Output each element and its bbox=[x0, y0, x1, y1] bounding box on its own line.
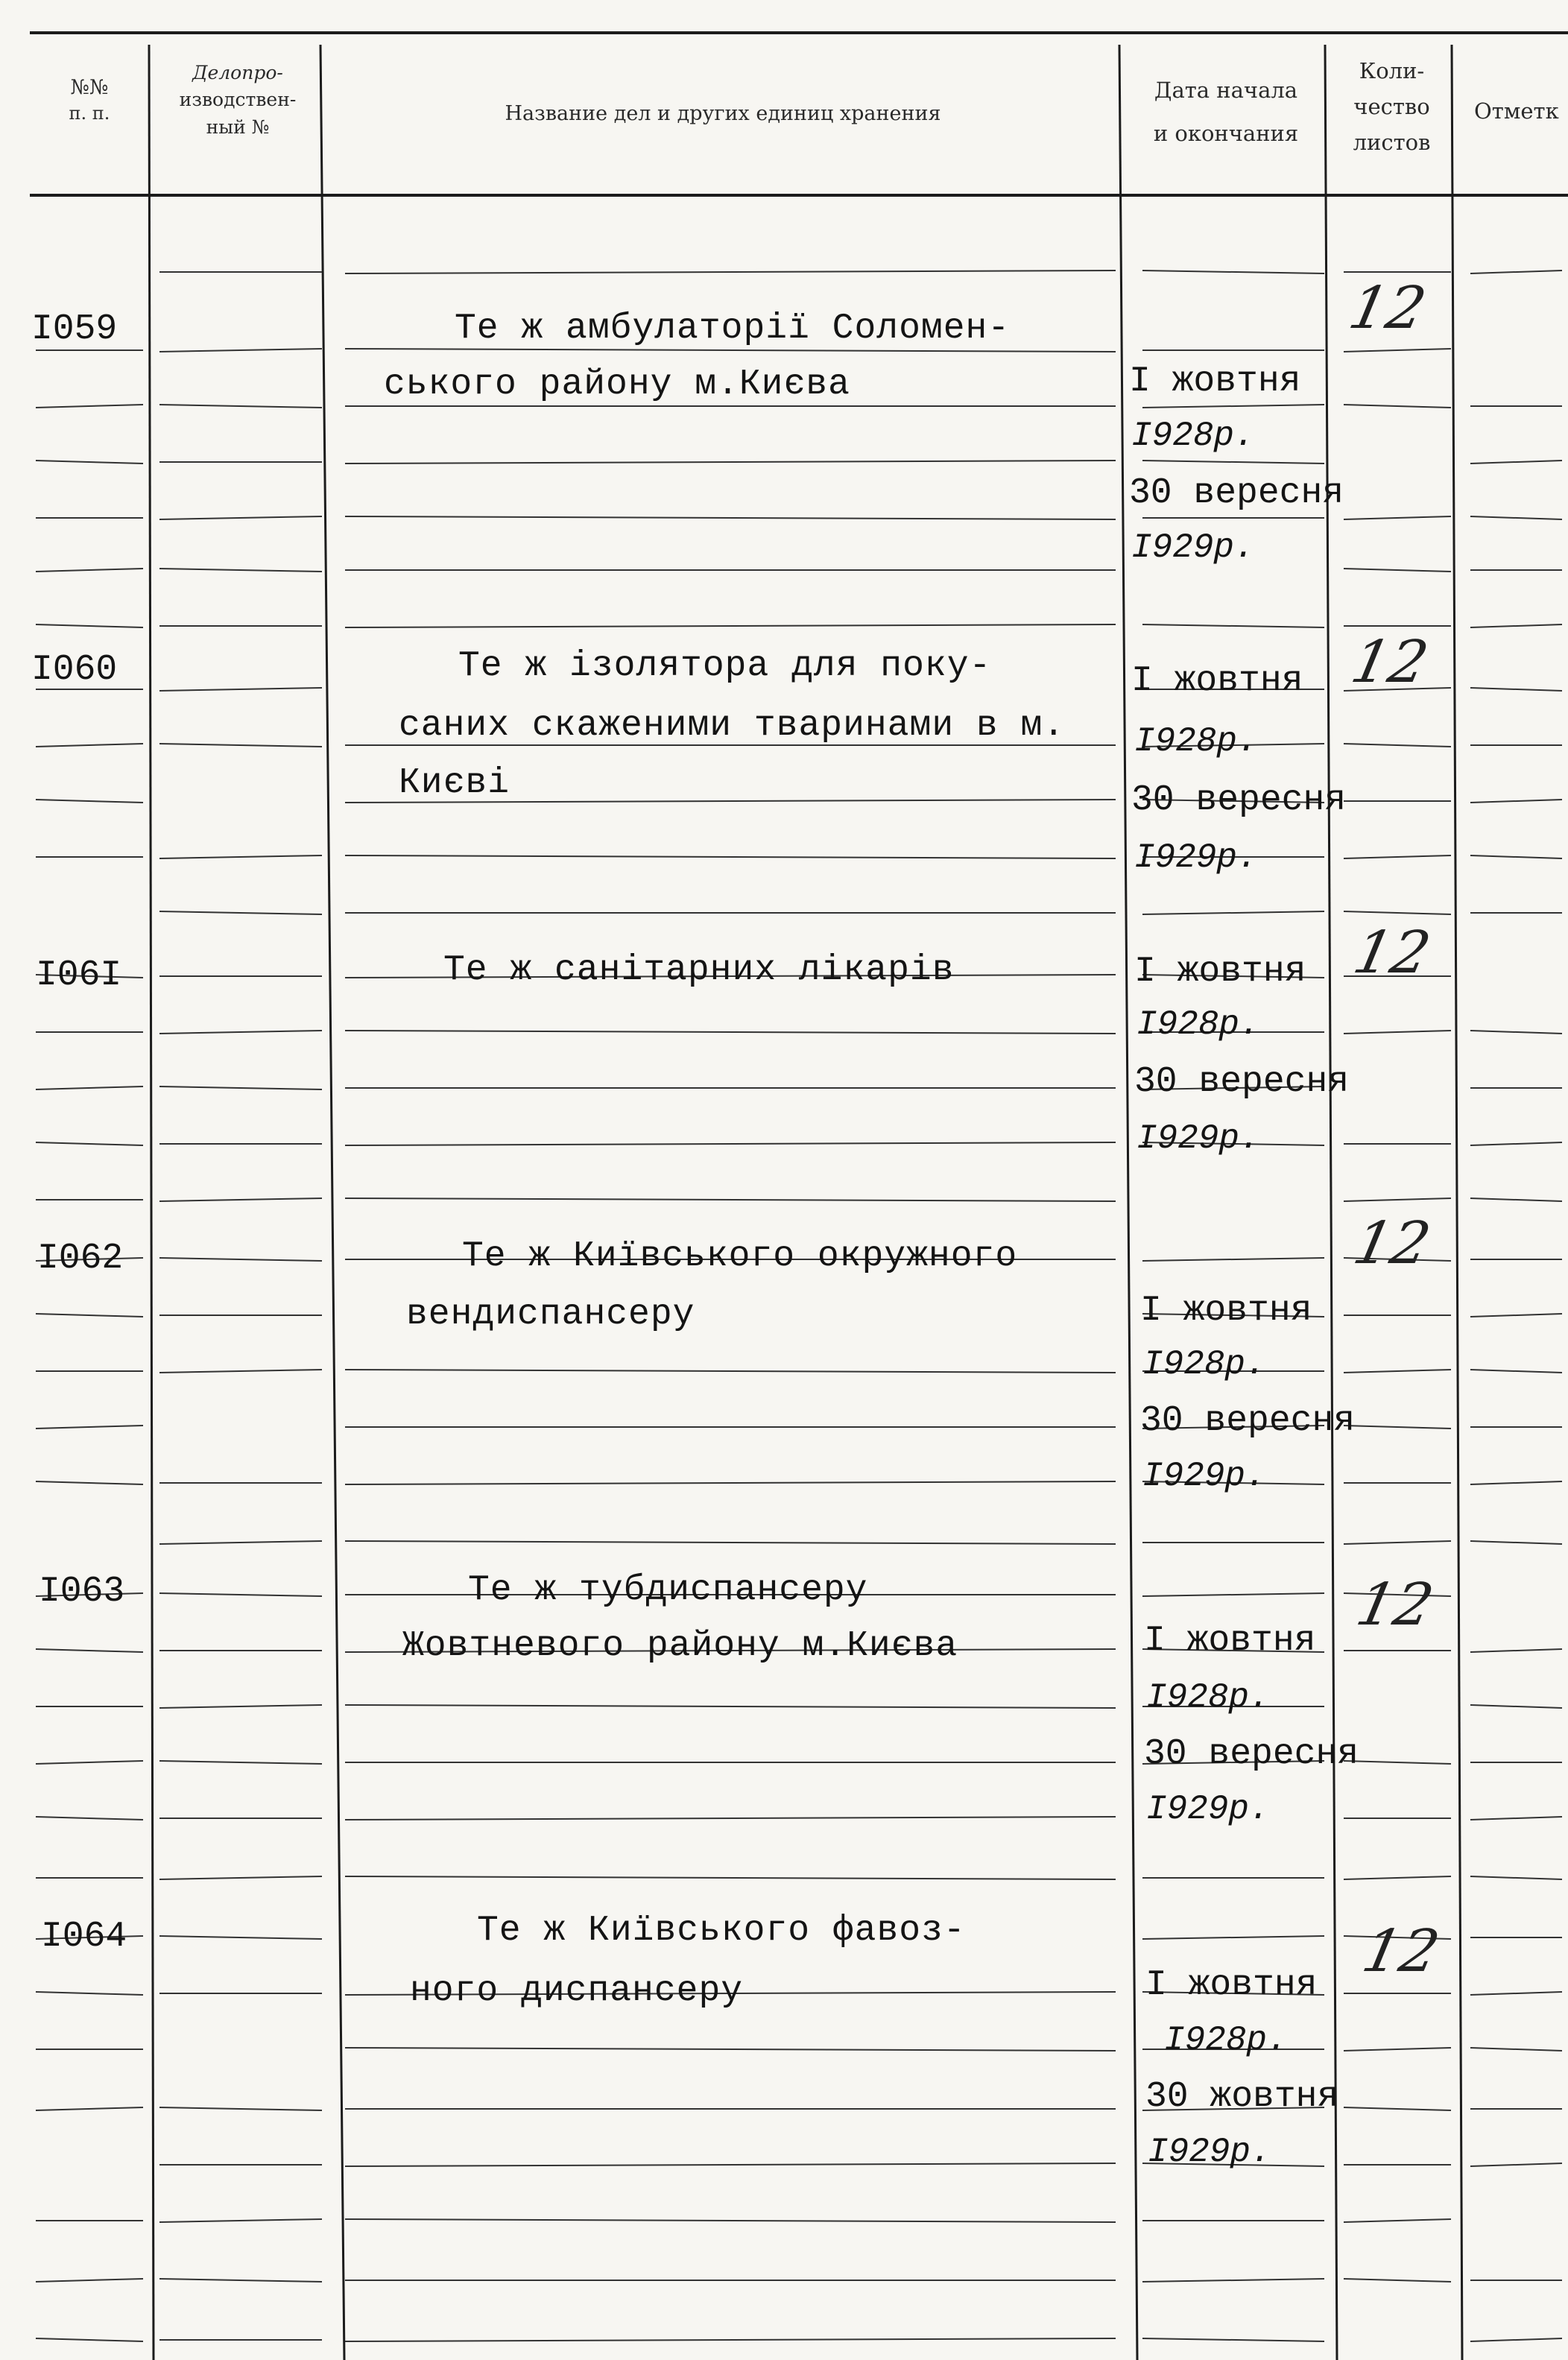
ruled-line bbox=[1142, 2338, 1324, 2341]
ruled-line bbox=[1470, 1992, 1562, 1995]
ruled-line bbox=[1470, 688, 1562, 691]
ruled-line bbox=[1470, 1142, 1562, 1145]
ruled-line bbox=[1142, 461, 1324, 464]
ruled-line bbox=[1470, 1876, 1562, 1879]
ruled-line bbox=[159, 2219, 322, 2222]
start-date: I жовтня bbox=[1131, 661, 1303, 701]
ruled-line bbox=[159, 1370, 322, 1373]
ruled-line bbox=[1470, 1031, 1562, 1034]
ruled-line bbox=[1344, 2048, 1451, 2051]
ruled-line bbox=[1142, 405, 1324, 408]
ruled-line bbox=[159, 1593, 322, 1596]
ruled-line bbox=[1344, 405, 1451, 408]
ruled-line bbox=[345, 516, 1116, 519]
end-year: I929р. bbox=[1134, 838, 1258, 877]
end-year: I929р. bbox=[1131, 528, 1255, 567]
start-year: I928р. bbox=[1164, 2021, 1288, 2060]
ruled-line bbox=[1470, 1481, 1562, 1484]
ruled-line bbox=[36, 1817, 143, 1820]
ruled-line bbox=[159, 1705, 322, 1708]
ruled-line bbox=[345, 1481, 1116, 1484]
ruled-line bbox=[36, 2279, 143, 2282]
start-year: I928р. bbox=[1142, 1345, 1266, 1384]
ruled-line bbox=[345, 1142, 1116, 1145]
end-year: I929р. bbox=[1148, 2133, 1271, 2171]
ruled-line bbox=[345, 2163, 1116, 2166]
ruled-line bbox=[1344, 1426, 1451, 1429]
ruled-line bbox=[1142, 1936, 1324, 1939]
ruled-line bbox=[159, 2279, 322, 2282]
ruled-line bbox=[1470, 800, 1562, 803]
entry-title-line: Києві bbox=[399, 763, 510, 803]
entry-title-line: Те ж Київського фавоз- bbox=[477, 1911, 966, 1951]
header-col-notes: Отметк bbox=[1474, 98, 1559, 124]
ruled-line bbox=[159, 2107, 322, 2110]
ruled-line bbox=[159, 1198, 322, 1201]
start-year: I928р. bbox=[1137, 1005, 1260, 1044]
ruled-line bbox=[1344, 349, 1451, 352]
ruled-line bbox=[36, 624, 143, 627]
ruled-line bbox=[345, 855, 1116, 858]
ruled-line bbox=[1344, 2219, 1451, 2222]
ruled-line bbox=[159, 1876, 322, 1879]
ruled-line bbox=[1344, 1031, 1451, 1034]
start-year: I928р. bbox=[1146, 1678, 1270, 1717]
entry-title-line: саних скаженими тваринами в м. bbox=[399, 706, 1066, 746]
ruled-line bbox=[36, 1426, 143, 1429]
header-col-office-number: Делопро- изводствен- ный № bbox=[179, 62, 297, 138]
entry-number: I063 bbox=[39, 1572, 125, 1612]
entry-title-line: Те ж ізолятора для поку- bbox=[458, 646, 992, 686]
ruled-line bbox=[345, 349, 1116, 352]
entry-title-line: Те ж санітарних лікарів bbox=[443, 950, 955, 990]
sheet-count-handwritten: 12 bbox=[1356, 1918, 1445, 1985]
ruled-line bbox=[159, 569, 322, 572]
entry-title-line: Жовтневого району м.Києва bbox=[402, 1626, 958, 1666]
header-col-number: №№ п. п. bbox=[69, 76, 110, 124]
end-year: I929р. bbox=[1137, 1119, 1260, 1158]
ruled-line bbox=[345, 1876, 1116, 1879]
ruled-line bbox=[1470, 855, 1562, 858]
header-col-dates: Дата начала и окончания bbox=[1153, 77, 1299, 146]
ruled-line bbox=[1470, 271, 1562, 273]
ruled-line bbox=[36, 461, 143, 464]
ruled-line bbox=[345, 1541, 1116, 1544]
ruled-line bbox=[1470, 2338, 1562, 2341]
ruled-line bbox=[1142, 911, 1324, 914]
ruled-line bbox=[159, 744, 322, 747]
ruled-line bbox=[345, 2048, 1116, 2051]
entry-title-line: вендиспансеру bbox=[406, 1294, 695, 1335]
ruled-line bbox=[1142, 624, 1324, 627]
header-col-title: Название дел и других единиц хранения bbox=[505, 102, 941, 125]
sheet-count-handwritten: 12 bbox=[1347, 920, 1436, 987]
start-date: I жовтня bbox=[1145, 1965, 1318, 2005]
ruled-line bbox=[1344, 2107, 1451, 2110]
sheet-count-handwritten: 12 bbox=[1343, 275, 1432, 342]
ruled-line bbox=[1344, 1541, 1451, 1544]
ruled-line bbox=[1470, 1198, 1562, 1201]
ruled-line bbox=[36, 1761, 143, 1764]
ruled-line bbox=[345, 1370, 1116, 1373]
end-year: I929р. bbox=[1142, 1457, 1266, 1496]
header-col-sheets: Коли- чество листов bbox=[1353, 58, 1431, 155]
ruled-line bbox=[345, 271, 1116, 273]
ruled-line bbox=[36, 1992, 143, 1995]
ruled-line bbox=[159, 1541, 322, 1544]
ruled-line bbox=[345, 1817, 1116, 1820]
ruled-line bbox=[1470, 461, 1562, 464]
ruled-line bbox=[1344, 855, 1451, 858]
entry-title-line: ного диспансеру bbox=[410, 1971, 744, 2011]
ruled-line bbox=[1142, 1593, 1324, 1596]
ruled-line bbox=[1344, 516, 1451, 519]
end-year: I929р. bbox=[1146, 1790, 1270, 1829]
end-date: 30 вересня bbox=[1144, 1734, 1359, 1774]
ruled-line bbox=[159, 349, 322, 352]
start-date: I жовтня bbox=[1140, 1291, 1312, 1331]
ruled-line bbox=[36, 2107, 143, 2110]
start-date: I жовтня bbox=[1134, 952, 1306, 992]
ruled-line bbox=[159, 1761, 322, 1764]
ruled-line bbox=[1344, 1876, 1451, 1879]
ruled-line bbox=[345, 1198, 1116, 1201]
ruled-line bbox=[36, 1142, 143, 1145]
ruled-line bbox=[36, 2338, 143, 2341]
ruled-line bbox=[345, 1705, 1116, 1708]
ruled-line bbox=[345, 2219, 1116, 2222]
ruled-line bbox=[1344, 569, 1451, 572]
start-year: I928р. bbox=[1131, 417, 1255, 455]
ruled-line bbox=[159, 405, 322, 408]
entry-title-line: Те ж амбулаторії Соломен- bbox=[455, 309, 1011, 349]
ruled-line bbox=[1470, 624, 1562, 627]
entry-title-line: ського району м.Києва bbox=[384, 364, 850, 405]
end-date: 30 вересня bbox=[1134, 1062, 1350, 1102]
sheet-count-handwritten: 12 bbox=[1347, 1210, 1436, 1277]
start-date: I жовтня bbox=[1129, 361, 1301, 402]
ruled-line bbox=[1470, 1541, 1562, 1544]
entry-title-line: Те ж тубдиспансеру bbox=[468, 1570, 868, 1610]
ruled-line bbox=[345, 624, 1116, 627]
ruled-line bbox=[1470, 2048, 1562, 2051]
ruled-line bbox=[159, 1086, 322, 1089]
ruled-line bbox=[159, 516, 322, 519]
ruled-line bbox=[1470, 516, 1562, 519]
ruled-line bbox=[36, 800, 143, 803]
ruled-line bbox=[1142, 2279, 1324, 2282]
ruled-line bbox=[345, 461, 1116, 464]
entry-number: I060 bbox=[31, 650, 118, 690]
sheet-count-handwritten: 12 bbox=[1350, 1572, 1439, 1639]
ruled-line bbox=[36, 1649, 143, 1652]
entry-number: I062 bbox=[37, 1238, 124, 1279]
ruled-line bbox=[1142, 1258, 1324, 1261]
start-year: I928р. bbox=[1134, 722, 1258, 761]
ruled-line bbox=[159, 688, 322, 691]
entry-number: I06I bbox=[36, 955, 122, 996]
end-date: 30 вересня bbox=[1129, 473, 1344, 513]
ruled-line bbox=[345, 1031, 1116, 1034]
ruled-line bbox=[1470, 2163, 1562, 2166]
ruled-line bbox=[1344, 1370, 1451, 1373]
ruled-line bbox=[36, 405, 143, 408]
entry-title-line: Те ж Київського окружного bbox=[462, 1236, 1018, 1277]
ruled-line bbox=[1470, 1649, 1562, 1652]
ruled-line bbox=[36, 1086, 143, 1089]
ruled-line bbox=[159, 1258, 322, 1261]
ruled-line bbox=[1470, 1705, 1562, 1708]
ruled-line bbox=[345, 2338, 1116, 2341]
ruled-line bbox=[159, 911, 322, 914]
ruled-line bbox=[159, 1936, 322, 1939]
ruled-line bbox=[1344, 2279, 1451, 2282]
ruled-line bbox=[1344, 1198, 1451, 1201]
ruled-line bbox=[36, 1314, 143, 1317]
ruled-line bbox=[36, 744, 143, 747]
sheet-count-handwritten: 12 bbox=[1345, 629, 1434, 696]
ruled-line bbox=[159, 855, 322, 858]
end-date: 30 вересня bbox=[1131, 780, 1347, 820]
entry-number: I064 bbox=[41, 1917, 127, 1957]
ruled-line bbox=[1344, 911, 1451, 914]
entry-number: I059 bbox=[31, 309, 118, 349]
ruled-line bbox=[1344, 744, 1451, 747]
ruled-line bbox=[1470, 1370, 1562, 1373]
end-date: 30 вересня bbox=[1140, 1401, 1356, 1441]
ruled-line bbox=[1344, 1761, 1451, 1764]
ruled-line bbox=[1142, 271, 1324, 273]
ruled-line bbox=[1470, 1817, 1562, 1820]
ruled-line bbox=[36, 569, 143, 572]
ruled-line bbox=[159, 1031, 322, 1034]
ruled-line bbox=[1470, 1314, 1562, 1317]
end-date: 30 жовтня bbox=[1145, 2077, 1339, 2117]
start-date: I жовтня bbox=[1144, 1621, 1316, 1661]
ruled-line bbox=[36, 1481, 143, 1484]
